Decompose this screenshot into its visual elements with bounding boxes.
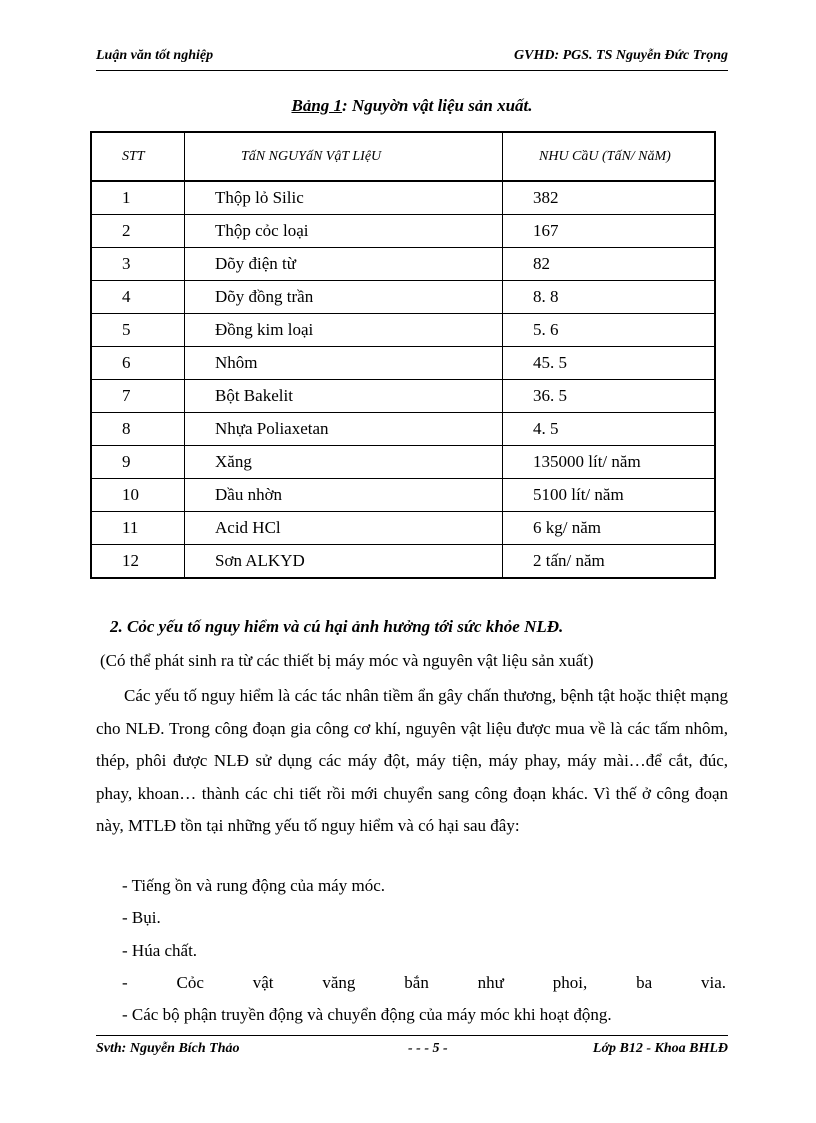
list-item: - Cỏc vật văng bắn như phoi, ba via. (122, 973, 726, 992)
table-row (91, 181, 715, 215)
table-row (91, 215, 715, 248)
section-note: (Có thể phát sinh ra từ các thiết bị máy móc và nguyên vật liệu sản xuất) (100, 651, 594, 670)
header-supervisor: GVHD: PGS. TS Nguyễn Đức Trọng (514, 48, 728, 63)
cell-stt: 5 (91, 314, 185, 347)
table-row (91, 347, 715, 380)
page-number: - - - 5 - (408, 1041, 448, 1056)
header-material-name: TấN NGUYấN VậT LIệU (185, 132, 503, 181)
cell-demand: 8. 8 (503, 281, 716, 314)
table-row (91, 479, 715, 512)
cell-material: Dõy điện từ (185, 248, 503, 281)
cell-material: Nhôm (185, 347, 503, 380)
footer-rule (96, 1035, 728, 1036)
cell-demand: 4. 5 (503, 413, 716, 446)
cell-stt: 6 (91, 347, 185, 380)
cell-stt: 7 (91, 380, 185, 413)
header-stt: STT (91, 132, 185, 181)
cell-material: Xăng (185, 446, 503, 479)
cell-stt: 8 (91, 413, 185, 446)
cell-material: Acid HCl (185, 512, 503, 545)
cell-material: Dầu nhờn (185, 479, 503, 512)
cell-demand: 135000 lít/ năm (503, 446, 716, 479)
page-footer (96, 1041, 728, 1063)
table-row (91, 314, 715, 347)
cell-material: Sơn ALKYD (185, 545, 503, 579)
header-thesis-title: Luận văn tốt nghiệp (96, 48, 214, 63)
materials-table (90, 131, 716, 579)
list-item: - Bụi. (122, 908, 161, 927)
cell-stt: 4 (91, 281, 185, 314)
cell-material: Thộp lỏ Silic (185, 181, 503, 215)
table-row (91, 281, 715, 314)
cell-demand: 167 (503, 215, 716, 248)
cell-demand: 6 kg/ năm (503, 512, 716, 545)
table-row (91, 545, 715, 579)
cell-material: Bột Bakelit (185, 380, 503, 413)
cell-demand: 36. 5 (503, 380, 716, 413)
cell-demand: 45. 5 (503, 347, 716, 380)
footer-class: Lớp B12 - Khoa BHLĐ (592, 1041, 728, 1056)
cell-stt: 3 (91, 248, 185, 281)
section-paragraph: Các yếu tố nguy hiểm là các tác nhân tiềm ẩn gây chấn thương, bệnh tật hoặc thiệt mạng cho NLĐ. Trong công đoạn gia công cơ khí, nguyên vật liệu được mua về là các tấm nhôm, thép, phôi được NLĐ sử dụng các máy đột, máy tiện, máy phay, máy mài…để cắt, đúc, phay, khoan… thành các chi tiết rồi mới chuyển sang công đoạn khác. Vì thế ở công đoạn này, MTLĐ tồn tại những yếu tố nguy hiểm và có hại sau đây: (96, 686, 728, 835)
list-item: - Các bộ phận truyền động và chuyển động của máy móc khi hoạt động. (122, 1005, 612, 1024)
cell-demand: 5100 lít/ năm (503, 479, 716, 512)
header-demand: NHU CầU (TấN/ NăM) (503, 132, 716, 181)
table-row (91, 248, 715, 281)
table-row (91, 380, 715, 413)
section-title: 2. Cỏc yếu tố nguy hiểm và cú hại ảnh hưởng tới sức khỏe NLĐ. (110, 617, 564, 636)
cell-stt: 12 (91, 545, 185, 579)
table-header-row (91, 132, 715, 181)
cell-demand: 2 tấn/ năm (503, 545, 716, 579)
table-row (91, 446, 715, 479)
cell-stt: 10 (91, 479, 185, 512)
footer-author: Svth: Nguyễn Bích Thảo (96, 1041, 240, 1056)
cell-material: Dõy đồng trần (185, 281, 503, 314)
header-rule (96, 70, 728, 71)
table-caption-text: : Nguyờn vật liệu sản xuất. (342, 96, 533, 115)
page-header (96, 48, 728, 70)
list-item: - Húa chất. (122, 941, 198, 960)
cell-stt: 1 (91, 181, 185, 215)
cell-demand: 382 (503, 181, 716, 215)
cell-stt: 11 (91, 512, 185, 545)
table-caption (96, 96, 728, 116)
cell-demand: 5. 6 (503, 314, 716, 347)
cell-material: Nhựa Poliaxetan (185, 413, 503, 446)
cell-stt: 9 (91, 446, 185, 479)
table-row (91, 413, 715, 446)
table-row (91, 512, 715, 545)
cell-demand: 82 (503, 248, 716, 281)
cell-material: Đồng kim loại (185, 314, 503, 347)
list-item: - Tiếng ồn và rung động của máy móc. (122, 876, 385, 895)
cell-material: Thộp cỏc loại (185, 215, 503, 248)
cell-stt: 2 (91, 215, 185, 248)
table-caption-label: Bảng 1 (291, 96, 343, 115)
